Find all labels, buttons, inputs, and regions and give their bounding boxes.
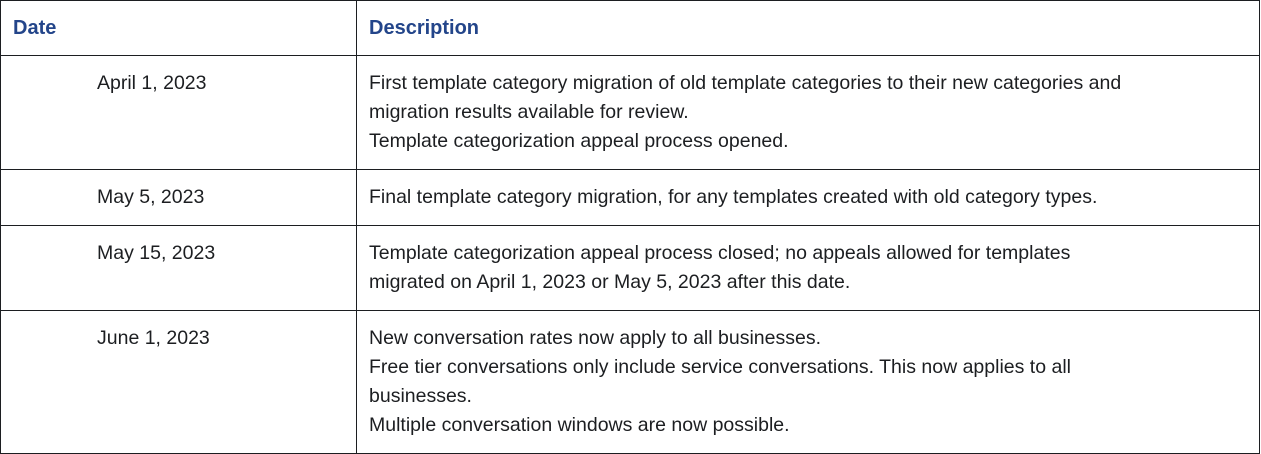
- description-line: Final template category migration, for any templates created with old category types.: [369, 186, 1098, 208]
- date-cell: June 1, 2023: [1, 311, 357, 454]
- date-cell: May 15, 2023: [1, 226, 357, 311]
- table-row: [1, 170, 1260, 226]
- description-line: businesses.: [369, 385, 472, 407]
- header-date: Date: [1, 1, 357, 56]
- description-cell: [357, 170, 1260, 226]
- date-cell: April 1, 2023: [1, 56, 357, 170]
- header-description: Description: [357, 1, 1260, 56]
- description-cell: [357, 311, 1260, 454]
- description-cell: [357, 226, 1260, 311]
- table-header-row: [1, 1, 1260, 56]
- date-cell: May 5, 2023: [1, 170, 357, 226]
- description-line: migration results available for review.: [369, 101, 689, 123]
- description-line: Free tier conversations only include service conversations. This now applies to all: [369, 356, 1071, 378]
- description-cell: [357, 56, 1260, 170]
- description-line: Template categorization appeal process opened.: [369, 130, 789, 152]
- description-line: migrated on April 1, 2023 or May 5, 2023 after this date.: [369, 271, 851, 293]
- description-line: Template categorization appeal process closed; no appeals allowed for templates: [369, 242, 1071, 264]
- table-row: [1, 311, 1260, 454]
- table-row: [1, 226, 1260, 311]
- table-row: [1, 56, 1260, 170]
- description-line: First template category migration of old template categories to their new categories and: [369, 72, 1122, 94]
- description-line: New conversation rates now apply to all businesses.: [369, 327, 821, 349]
- description-line: Multiple conversation windows are now possible.: [369, 414, 790, 436]
